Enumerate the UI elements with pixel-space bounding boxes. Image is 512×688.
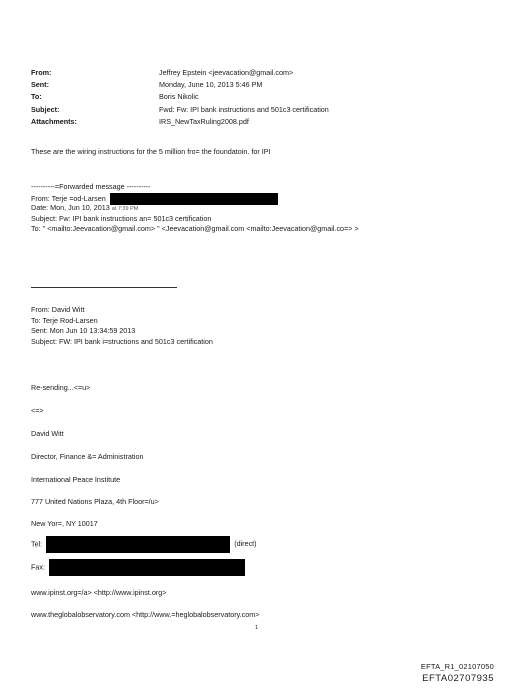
from-value: Jeffrey Epstein <jeevacation@gmail.com> [159, 67, 294, 77]
signature-name: David Witt [31, 429, 64, 438]
signature-address: 777 United Nations Plaza, 4th Floor=/u> [31, 497, 159, 506]
tel-line [31, 536, 257, 553]
forwarded-divider: ----------=Forwarded message ---------- [31, 182, 151, 191]
original-sent: Sent: Mon Jun 10 13:34:59 2013 [31, 326, 136, 336]
original-message-header [31, 305, 213, 347]
signature-title: Director, Finance &= Administration [31, 452, 144, 461]
forwarded-date [31, 203, 359, 214]
email-header [31, 66, 329, 128]
page-number: 1 [255, 625, 259, 631]
separator-line [31, 287, 177, 288]
redaction-box [46, 536, 230, 553]
signature-org: International Peace Institute [31, 475, 121, 484]
forwarded-from [31, 193, 359, 204]
original-subject: Subject: FW: IPI bank i=structions and 501c3 certification [31, 336, 213, 346]
subject-label: Subject: [31, 104, 60, 114]
tel-label: Tel: [31, 539, 43, 549]
forwarded-date-time: at 7:39 PM [111, 206, 139, 213]
bates-stamp-small: EFTA_R1_02107050 [420, 662, 494, 671]
fax-label: Fax: [31, 562, 45, 572]
forwarded-to: To: " <mailto:Jeevacation@gmail.com> " <Jeevacation@gmail.com <mailto:Jeevacation@gmail.co=> > [31, 224, 359, 234]
from-label: From: [31, 67, 52, 77]
forwarded-from-text: From: Terje =od-Larsen [31, 193, 106, 203]
original-to: To: Terje Rod-Larsen [31, 315, 98, 325]
signature-city: New Yor=, NY 10017 [31, 519, 98, 528]
web-link-observatory[interactable]: www.theglobalobservatory.com <http://www.=heglobalobservatory.com> [31, 610, 260, 619]
forwarded-block [31, 182, 359, 235]
forwarded-subject: Subject: Fw: IPI bank instructions an= 501c3 certification [31, 213, 212, 223]
forwarded-date-text: Date: Mon, Jun 10, 2013 [31, 203, 112, 213]
header-sent-row [31, 78, 329, 90]
original-from: From: David Witt [31, 305, 85, 314]
resending-text: Re-sending...<=u> [31, 383, 91, 392]
header-from-row [31, 66, 329, 78]
tel-suffix: (direct) [234, 539, 257, 549]
fax-line [31, 559, 245, 576]
header-to-row [31, 91, 329, 103]
attachments-value: IRS_NewTaxRuling2008.pdf [159, 117, 249, 127]
to-label: To: [31, 92, 42, 102]
marker-text: <=> [31, 406, 44, 415]
sent-value: Monday, June 10, 2013 5:46 PM [159, 80, 263, 90]
bates-stamp-large: EFTA02707935 [422, 673, 494, 684]
to-value: Boris Nikolic [159, 92, 199, 102]
redaction-box [49, 559, 245, 576]
header-subject-row [31, 103, 329, 115]
intro-text: These are the wiring instructions for the 5 million fro= the foundatoin. for IPI [31, 147, 271, 156]
header-attachments-row [31, 116, 329, 128]
subject-value: Fwd: Fw: IPI bank instructions and 501c3 certification [159, 104, 329, 114]
attachments-label: Attachments: [31, 117, 77, 127]
web-link-ipinst[interactable]: www.ipinst.org=/a> <http://www.ipinst.org> [31, 588, 167, 597]
sent-label: Sent: [31, 80, 49, 90]
